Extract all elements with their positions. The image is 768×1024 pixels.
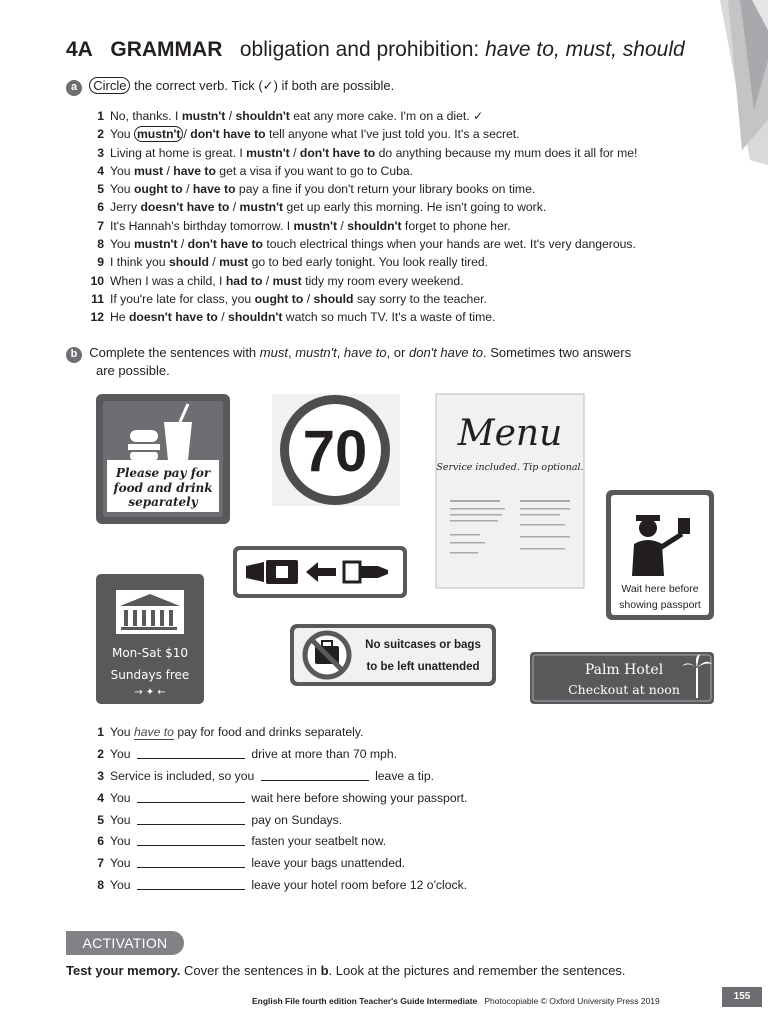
answer-blank[interactable]: [137, 833, 245, 846]
item-post: tell anyone what I've just told you. It's a secret.: [265, 127, 520, 142]
title-subtitle: obligation and prohibition:: [239, 38, 486, 61]
item-post: go to bed early tonight. You look really tired.: [248, 255, 489, 270]
hotel-sign: [530, 652, 714, 704]
exercise-b-item: [80, 875, 720, 897]
verb-option-2[interactable]: don't have to: [187, 237, 264, 252]
verb-option-1[interactable]: mustn't: [133, 237, 178, 252]
item-text: [110, 219, 511, 233]
verb-option-1[interactable]: doesn't have to: [140, 200, 230, 215]
item-post: eat any more cake. I'm on a diet. ✓: [289, 109, 484, 123]
item-pre: You: [110, 127, 134, 142]
exercise-a-item: [80, 107, 720, 125]
answer-filled: have to: [133, 725, 174, 739]
exercise-b-item: [80, 810, 720, 832]
option-separator: /: [177, 237, 188, 252]
instruction-b-text: Complete the sentences with: [89, 345, 260, 360]
item-post: drive at more than 70 mph.: [247, 746, 397, 761]
verb-option-2[interactable]: don't have to: [190, 127, 266, 142]
exercise-a-list: [80, 107, 720, 327]
item-pre: Service is included, so you: [110, 768, 258, 783]
exercise-b-instruction: [66, 345, 706, 379]
item-number: 2: [97, 746, 104, 761]
option-dont-have-to: don't have to: [408, 345, 484, 360]
verb-option-1[interactable]: ought to: [133, 182, 183, 197]
item-text: [110, 200, 546, 214]
answer-blank[interactable]: [137, 790, 245, 803]
activation-label: ACTIVATION: [66, 931, 184, 955]
item-number: 4: [97, 790, 104, 805]
verb-option-2[interactable]: must: [272, 273, 302, 288]
footer-copyright: Photocopiable © Oxford University Press 2019: [484, 996, 660, 1006]
passport-sign-line: Wait here before: [621, 583, 699, 595]
item-pre: He: [110, 310, 129, 325]
item-number: 8: [97, 237, 104, 252]
item-number: 12: [90, 310, 104, 325]
item-pre: If you're late for class, you: [110, 291, 255, 306]
item-text: [110, 237, 636, 251]
item-post: say sorry to the teacher.: [353, 291, 487, 306]
page-title: [66, 38, 685, 62]
item-post: wait here before showing your passport.: [247, 790, 468, 805]
option-separator: /: [183, 127, 191, 142]
option-separator: /: [208, 255, 220, 270]
option-separator: /: [182, 182, 193, 197]
verb-option-2[interactable]: should: [313, 291, 354, 306]
item-pre: You: [110, 790, 134, 805]
verb-option-1[interactable]: mustn't: [246, 145, 290, 160]
item-number: 5: [97, 812, 104, 827]
drink-icon: [164, 422, 192, 460]
menu-title: Menu: [457, 413, 563, 454]
footer: [252, 996, 660, 1006]
menu-note: Service included. Tip optional.: [436, 462, 584, 473]
option-separator: /: [303, 291, 314, 306]
exercise-a-item: [80, 180, 720, 198]
exercise-b-item: [80, 744, 720, 766]
item-number: 1: [97, 725, 104, 739]
answer-blank[interactable]: [261, 768, 369, 781]
item-post: get up early this morning. He isn't going to work.: [283, 200, 547, 215]
verb-option-1[interactable]: should: [168, 255, 209, 270]
item-number: 7: [97, 218, 104, 233]
verb-option-1[interactable]: mustn't: [293, 218, 338, 233]
verb-option-2[interactable]: don't have to: [299, 145, 376, 160]
item-post: pay for food and drinks separately.: [173, 725, 364, 739]
signs-illustration: [0, 385, 768, 715]
passport-sign: [606, 490, 714, 620]
item-pre: It's Hannah's birthday tomorrow. I: [110, 218, 294, 233]
menu-card: [436, 394, 584, 588]
exercise-b-item: [80, 853, 720, 875]
museum-sign-line: Sundays free: [110, 668, 190, 682]
option-separator: /: [163, 163, 174, 178]
exercise-a-item: [80, 290, 720, 308]
museum-sign-line: Mon-Sat $10: [111, 646, 189, 660]
exercise-b-list: [80, 722, 720, 897]
item-post: tidy my room every weekend.: [301, 273, 464, 288]
item-number: 7: [97, 856, 104, 871]
item-number: 10: [90, 273, 104, 288]
hotel-sign-line: Palm Hotel: [584, 662, 664, 678]
instruction-text: the correct verb. Tick (✓) if both are possible.: [130, 78, 395, 93]
luggage-sign: [290, 624, 496, 686]
item-text: [110, 310, 495, 324]
title-code: 4A: [66, 38, 93, 61]
item-pre: You: [110, 878, 134, 893]
item-post: forget to phone her.: [401, 218, 511, 233]
item-pre: I think you: [110, 255, 169, 270]
luggage-sign-line: to be left unattended: [366, 661, 480, 673]
item-number: 4: [97, 163, 104, 178]
officer-icon: [639, 519, 657, 537]
food-sign: [96, 394, 230, 524]
item-post: do anything because my mum does it all for me!: [375, 145, 638, 160]
item-pre: You: [110, 725, 134, 739]
speed-limit-number: 70: [302, 419, 368, 484]
passport-icon: [678, 518, 690, 534]
separator: ,: [336, 345, 344, 360]
item-pre: You: [110, 812, 134, 827]
item-number: 6: [97, 834, 104, 849]
verb-option-1[interactable]: mustn't: [181, 109, 226, 123]
title-subtitle-italic: have to, must, should: [485, 38, 685, 61]
exercise-a-item: [80, 272, 720, 290]
luggage-sign-line: No suitcases or bags: [365, 639, 481, 651]
exercise-a-item: [80, 217, 720, 235]
burger-icon: [130, 430, 158, 442]
option-separator: /: [337, 218, 348, 233]
item-post: leave your hotel room before 12 o'clock.: [247, 878, 468, 893]
item-text: [110, 274, 464, 288]
item-pre: Jerry: [110, 200, 141, 215]
item-post: leave your bags unattended.: [247, 856, 406, 871]
option-have-to: have to: [343, 345, 387, 360]
item-number: 8: [97, 878, 104, 893]
verb-option-1[interactable]: must: [133, 163, 164, 178]
exercise-b-item: [80, 788, 720, 810]
option-separator: /: [262, 273, 273, 288]
item-text: [110, 292, 487, 306]
corner-decoration: [720, 0, 768, 165]
item-text: [110, 126, 520, 142]
verb-option-1[interactable]: had to: [225, 273, 263, 288]
item-post: fasten your seatbelt now.: [247, 834, 387, 849]
item-pre: You: [110, 182, 134, 197]
exercise-a-item: [80, 125, 720, 143]
item-number: 9: [97, 255, 104, 270]
exercise-b-badge: b: [66, 347, 82, 363]
verb-option-2[interactable]: shouldn't: [235, 109, 290, 123]
instruction-circled-word: Circle: [89, 77, 130, 94]
item-number: 3: [97, 768, 104, 783]
item-pre: You: [110, 856, 134, 871]
item-pre: You: [110, 746, 134, 761]
activation-text-part: Cover the sentences in: [180, 963, 321, 978]
food-sign-line: separately: [128, 495, 198, 509]
item-text: [110, 109, 483, 123]
item-post: watch so much TV. It's a waste of time.: [282, 310, 496, 325]
verb-option-1[interactable]: mustn't: [134, 126, 184, 142]
item-pre: You: [110, 237, 134, 252]
footer-book: English File fourth edition Teacher's Guide Intermediate: [252, 996, 478, 1006]
exercise-a-item: [80, 253, 720, 271]
exercise-a-item: [80, 144, 720, 162]
item-text: [110, 182, 535, 196]
answer-blank[interactable]: [137, 877, 245, 890]
activation-text-part: . Look at the pictures and remember the sentences.: [328, 963, 626, 978]
item-number: 1: [97, 109, 104, 123]
option-mustnt: mustn't: [295, 345, 337, 360]
answer-blank[interactable]: [137, 746, 245, 759]
svg-text:→ ✦ ←: → ✦ ←: [134, 687, 166, 698]
verb-option-2[interactable]: must: [219, 255, 249, 270]
option-must: must: [259, 345, 288, 360]
food-sign-line: food and drink: [113, 481, 213, 495]
verb-option-1[interactable]: ought to: [254, 291, 304, 306]
exercise-b-item: [80, 722, 720, 744]
answer-blank[interactable]: [137, 812, 245, 825]
activation-text: [66, 963, 626, 978]
exercise-a-instruction: [66, 78, 394, 96]
item-post: get a visa if you want to go to Cuba.: [215, 163, 414, 178]
instruction-b-text: are possible.: [96, 363, 170, 378]
verb-option-1[interactable]: doesn't have to: [128, 310, 218, 325]
hotel-sign-line: Checkout at noon: [568, 682, 680, 697]
item-text: [110, 146, 637, 160]
museum-sign: [96, 574, 204, 704]
seatbelt-sign: [233, 546, 407, 598]
verb-option-2[interactable]: shouldn't: [347, 218, 402, 233]
item-number: 11: [91, 291, 104, 306]
separator: ,: [287, 345, 296, 360]
option-separator: /: [225, 109, 236, 123]
page-number: 155: [722, 987, 762, 1007]
exercise-a-item: [80, 308, 720, 326]
item-number: 3: [97, 145, 104, 160]
option-separator: /: [229, 200, 240, 215]
item-post: touch electrical things when your hands are wet. It's very dangerous.: [263, 237, 636, 252]
exercise-b-item: [80, 766, 720, 788]
option-separator: /: [217, 310, 229, 325]
item-number: 6: [97, 200, 104, 215]
verb-option-2[interactable]: have to: [192, 182, 236, 197]
item-pre: Living at home is great. I: [110, 145, 247, 160]
item-pre: You: [110, 834, 134, 849]
verb-option-2[interactable]: shouldn't: [228, 310, 283, 325]
exercise-a-item: [80, 162, 720, 180]
item-post: leave a tip.: [371, 768, 435, 783]
activation-bold: b: [320, 963, 329, 978]
title-section: GRAMMAR: [110, 38, 223, 61]
answer-blank[interactable]: [137, 855, 245, 868]
item-number: 5: [97, 182, 104, 197]
verb-option-2[interactable]: have to: [173, 163, 216, 178]
exercise-b-item: [80, 831, 720, 853]
option-separator: /: [289, 145, 300, 160]
passport-sign-line: showing passport: [619, 599, 701, 611]
exercise-a-item: [80, 235, 720, 253]
activation-bold: Test your memory.: [66, 963, 181, 978]
item-pre: No, thanks. I: [110, 109, 182, 123]
item-number: 2: [97, 127, 104, 142]
verb-option-2[interactable]: mustn't: [239, 200, 284, 215]
exercise-a-badge: a: [66, 80, 82, 96]
item-text: [110, 164, 413, 178]
instruction-b-text: . Sometimes two answers: [483, 345, 632, 360]
item-text: [110, 255, 488, 269]
item-pre: When I was a child, I: [110, 273, 226, 288]
item-post: pay on Sundays.: [247, 812, 343, 827]
separator: , or: [386, 345, 409, 360]
item-pre: You: [110, 163, 134, 178]
exercise-a-item: [80, 198, 720, 216]
speed-limit-sign: [272, 394, 400, 506]
food-sign-line: Please pay for: [115, 466, 211, 480]
item-post: pay a fine if you don't return your library books on time.: [235, 182, 536, 197]
